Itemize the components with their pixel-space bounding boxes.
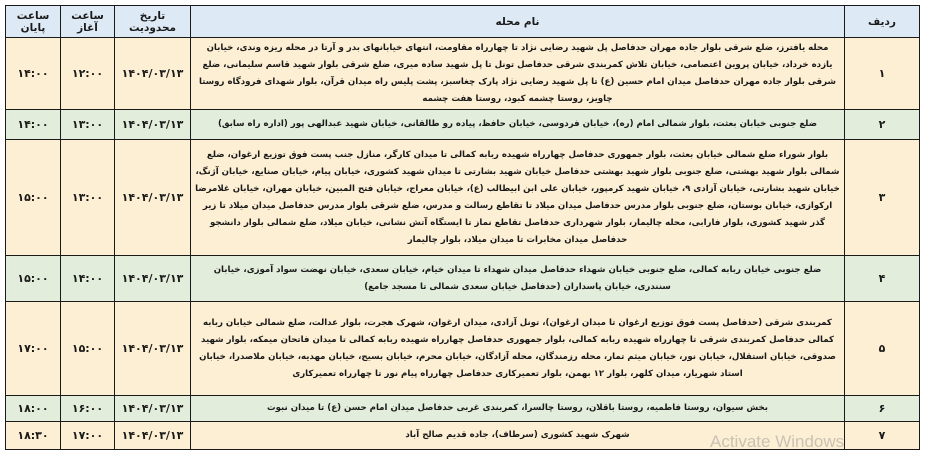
area-name: محله یافترز، ضلع شرقی بلوار جاده مهران حدفاصل پل شهید رضایی نژاد تا چهارراه مقاومت، انتهای خیابانهای بدر و آرتا در محله ریزه وندی، خیابان یازده خرداد، خیابان پروین اعتصامی، خیابان تلاش کمربندی شرقی حدفاصل تونل تا پل شهید ساده میری، ضلع شرقی بلوار شهید قاسم سلیمانی، ضلع شرقی بلوار جاده مهران حدفاصل میدان امام حسین (ع) تا پل شهید رضایی نژاد پارک چغاسبز، پشت پلیس راه میدان قرآن، بلوار شهدای فرودگاه روستا چاویز، روستا چشمه کبود، روستا هفت چشمه [191,38,845,110]
start-time: ۱۶:۰۰ [61,396,115,422]
header-end-time: ساعت پایان [6,6,61,38]
header-start-time: ساعت آغاز [61,6,115,38]
end-time: ۱۷:۰۰ [6,302,61,396]
restriction-date: ۱۴۰۴/۰۳/۱۳ [115,256,191,302]
table-row [6,140,920,256]
table-row [6,302,920,396]
end-time: ۱۸:۰۰ [6,396,61,422]
area-name: بلوار شوراء ضلع شمالی خیابان بعثت، بلوار جمهوری حدفاصل چهارراه شهیده ربابه کمالی تا میدان کارگر، منازل جنب پست فوق توزیع ارغوان، ضلع شمالی بلوار شهید بهشتی، ضلع جنوبی بلوار شهید بهشتی حدفاصل خیابان شهید بشارتی تا میدان شهید کشوری، خیابان پیام، خیابان صنایع، خیابان آژنگ، خیابان شهید بشارتی، خیابان آزادی ۹، خیابان شهید کرمپور، خیابان علی ابن ابیطالب (ع)، خیابان معراج، خیابان فتح المبین، خیابان مهران، خیابان غلامرضا ارکوازی، خیابان بوستان، ضلع جنوبی بلوار مدرس حدفاصل میدان میلاد تا تقاطع رسالت و مدرس، ضلع شرقی بلوار مدرس حدفاصل میدان میلاد تا زیر گذر شهید کشوری، بلوار فارابی، محله چالیمار، بلوار شهرداری حدفاصل تقاطع نماز تا ایستگاه آتش نشانی، خیابان میلاد، ضلع شمالی بلوار دانشجو حدفاصل میدان مخابرات تا میدان میلاد، بلوار چالیمار [191,140,845,256]
area-name: ضلع جنوبی خیابان بعثت، بلوار شمالی امام (ره)، خیابان فردوسی، خیابان حافظ، پیاده رو طالقانی، خیابان شهید عبدالهی پور (اداره راه سابق) [191,110,845,140]
end-time: ۱۵:۰۰ [6,140,61,256]
start-time: ۱۳:۰۰ [61,110,115,140]
outage-schedule-table [5,5,920,450]
row-number: ۳ [845,140,920,256]
start-time: ۱۲:۰۰ [61,38,115,110]
area-name: کمربندی شرقی (حدفاصل پست فوق توزیع ارغوان تا میدان ارغوان)، تونل آزادی، میدان ارغوان، شهرک هجرت، بلوار عدالت، ضلع شمالی خیابان ربابه کمالی حدفاصل کمربندی شرقی تا چهارراه شهیده ربابه کمالی، بلوار جمهوری حدفاصل چهارراه شهیده ربابه کمالی تا میدان فاتحان میمکه، بلوار شهید صدوقی، خیابان استقلال، خیابان نور، خیابان میثم تمار، محله رزمندگان، محله آزادگان، خیابان محرم، خیابان بسیج، خیابان مهدیه، خیابان ملاصدرا، خیابان استاد شهریار، میدان کلهر، بلوار ۱۲ بهمن، بلوار تعمیرکاری حدفاصل چهارراه پیام نور تا چهارراه تعمیرکاری [191,302,845,396]
row-number: ۵ [845,302,920,396]
restriction-date: ۱۴۰۴/۰۳/۱۳ [115,110,191,140]
start-time: ۱۷:۰۰ [61,422,115,450]
area-name: شهرک شهید کشوری (سرطاف)، جاده قدیم صالح آباد [191,422,845,450]
end-time: ۱۵:۰۰ [6,256,61,302]
row-number: ۴ [845,256,920,302]
restriction-date: ۱۴۰۴/۰۳/۱۳ [115,396,191,422]
table-row [6,396,920,422]
end-time: ۱۴:۰۰ [6,110,61,140]
restriction-date: ۱۴۰۴/۰۳/۱۳ [115,302,191,396]
restriction-date: ۱۴۰۴/۰۳/۱۳ [115,140,191,256]
start-time: ۱۳:۰۰ [61,140,115,256]
header-date: تاریخ محدودیت [115,6,191,38]
row-number: ۲ [845,110,920,140]
restriction-date: ۱۴۰۴/۰۳/۱۳ [115,422,191,450]
table-row [6,422,920,450]
header-row-number: ردیف [845,6,920,38]
restriction-date: ۱۴۰۴/۰۳/۱۳ [115,38,191,110]
table-row [6,256,920,302]
row-number: ۶ [845,396,920,422]
end-time: ۱۴:۰۰ [6,38,61,110]
row-number: ۱ [845,38,920,110]
area-name: بخش سیوان، روستا فاطمیه، روستا باقلان، روستا چالسرا، کمربندی غربی حدفاصل میدان امام حسن (ع) تا میدان نبوت [191,396,845,422]
activate-windows-watermark: Activate Windows [710,432,845,451]
row-number: ۷ [845,422,920,450]
table-row [6,110,920,140]
header-area-name: نام محله [191,6,845,38]
start-time: ۱۴:۰۰ [61,256,115,302]
table-row [6,38,920,110]
start-time: ۱۵:۰۰ [61,302,115,396]
table-header-row [6,6,920,38]
area-name: ضلع جنوبی خیابان ربابه کمالی، ضلع جنوبی خیابان شهداء حدفاصل میدان شهداء تا میدان خیام، خیابان سعدی، خیابان نهضت سواد آموزی، خیابان سنندری، خیابان پاسداران (حدفاصل خیابان سعدی شمالی تا مسجد جامع) [191,256,845,302]
end-time: ۱۸:۳۰ [6,422,61,450]
